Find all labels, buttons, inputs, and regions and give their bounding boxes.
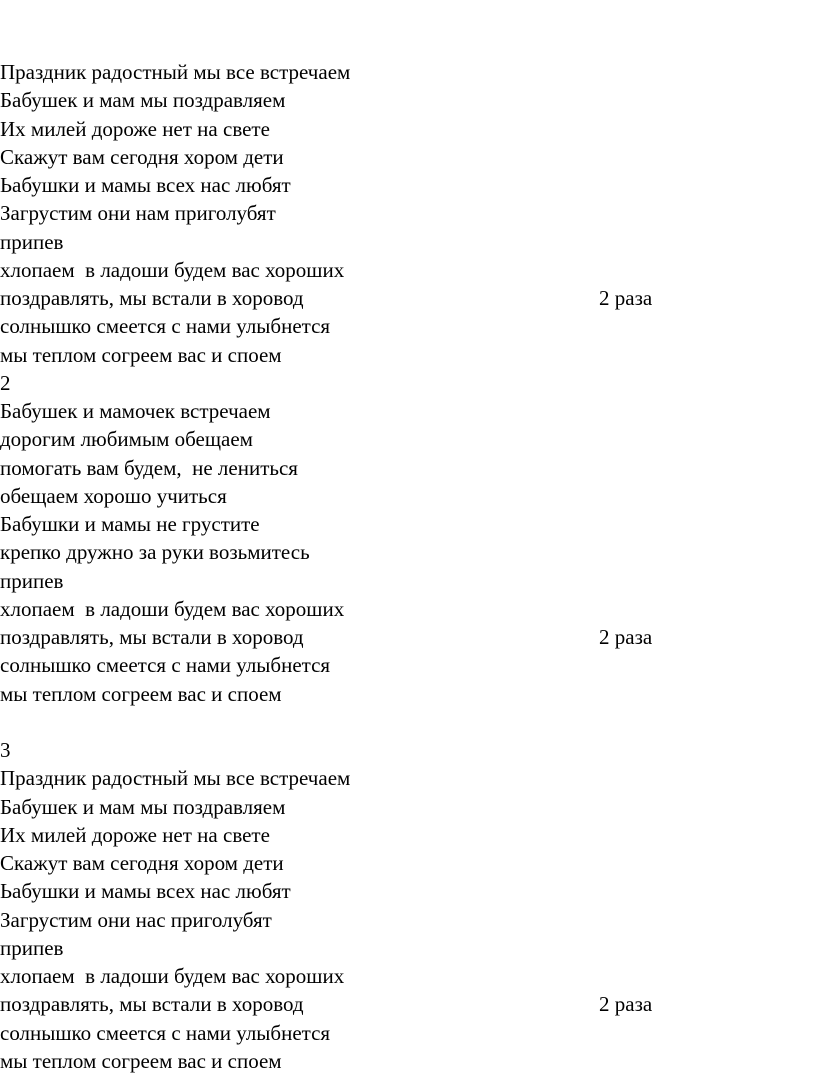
- line-text: Праздник радостный мы все встречаем: [0, 766, 351, 791]
- line-text: солнышко смеется с нами улыбнется: [0, 653, 331, 678]
- text-line: [0, 425, 816, 453]
- line-text: Загрустим они нас приголубят: [0, 907, 272, 932]
- repeat-note: 2 раза: [599, 625, 653, 649]
- text-line: [0, 651, 816, 679]
- line-text: Ьабушки и мамы всех нас любят: [0, 173, 291, 197]
- text-line: [0, 143, 816, 171]
- line-text: хлопаем в ладоши будем вас хороших: [0, 964, 345, 988]
- text-line: [0, 58, 816, 86]
- line-text: 2: [0, 370, 11, 395]
- text-line: [0, 595, 816, 623]
- line-text: мы теплом согреем вас и споем: [0, 1048, 282, 1073]
- line-text: Их милей дороже нет на свете: [0, 822, 270, 847]
- line-text: солнышко смеется с нами улыбнется: [0, 1020, 331, 1045]
- text-line: [0, 708, 816, 736]
- line-text: солнышко смеется с нами улыбнется: [0, 314, 331, 339]
- text-line: [0, 680, 816, 708]
- line-text: Скажут вам сегодня хором дети: [0, 851, 284, 875]
- lyrics-text: [0, 58, 816, 1075]
- text-line: [0, 482, 816, 510]
- line-text: Скажут вам сегодня хором дети: [0, 144, 284, 169]
- line-text: обещаем хорошо учиться: [0, 483, 227, 508]
- text-line: [0, 510, 816, 538]
- text-line: [0, 906, 816, 934]
- text-line: [0, 934, 816, 962]
- text-line: [0, 115, 816, 143]
- text-line: [0, 284, 816, 312]
- text-line: [0, 397, 816, 425]
- text-line: [0, 454, 816, 482]
- text-line: [0, 312, 816, 340]
- text-line: [0, 962, 816, 990]
- line-text: мы теплом согреем вас и споем: [0, 681, 282, 706]
- text-line: [0, 171, 816, 199]
- line-text: хлопаем в ладоши будем вас хороших: [0, 257, 345, 282]
- text-line: [0, 341, 816, 369]
- line-text: припев: [0, 229, 64, 254]
- text-line: [0, 877, 816, 905]
- line-text: Загрустим они нам приголубят: [0, 201, 276, 226]
- line-text: припев: [0, 568, 64, 593]
- line-text: Их милей дороже нет на свете: [0, 116, 270, 141]
- text-line: [0, 1019, 816, 1047]
- text-line: [0, 990, 816, 1018]
- text-line: [0, 623, 816, 651]
- text-line: [0, 369, 816, 397]
- line-text: поздравлять, мы встали в хоровод: [0, 286, 304, 310]
- text-line: [0, 793, 816, 821]
- text-line: [0, 199, 816, 227]
- line-text: мы теплом согреем вас и споем: [0, 342, 282, 367]
- text-line: [0, 86, 816, 114]
- line-text: Бабушки и мамы не грустите: [0, 512, 260, 536]
- text-line: [0, 538, 816, 566]
- line-text: крепко дружно за руки возьмитесь: [0, 540, 310, 565]
- line-text: поздравлять, мы встали в хоровод: [0, 992, 304, 1017]
- line-text: Бабушек и мам мы поздравляем: [0, 88, 286, 113]
- line-text: Праздник радостный мы все встречаем: [0, 60, 351, 84]
- line-text: 3: [0, 738, 11, 762]
- text-line: [0, 1047, 816, 1075]
- repeat-note: 2 раза: [599, 992, 653, 1017]
- text-line: [0, 256, 816, 284]
- line-text: хлопаем в ладоши будем вас хороших: [0, 596, 345, 621]
- line-text: припев: [0, 935, 64, 960]
- line-text: дорогим любимым обещаем: [0, 427, 253, 452]
- line-text: помогать вам будем, не лениться: [0, 455, 298, 480]
- line-text: Бабушек и мам мы поздравляем: [0, 794, 286, 819]
- text-line: [0, 228, 816, 256]
- text-line: [0, 849, 816, 877]
- text-line: [0, 567, 816, 595]
- text-line: [0, 736, 816, 764]
- line-text: поздравлять, мы встали в хоровод: [0, 625, 304, 649]
- line-text: Бабушек и мамочек встречаем: [0, 399, 271, 423]
- repeat-note: 2 раза: [599, 286, 653, 310]
- text-line: [0, 764, 816, 792]
- line-text: Ьабушки и мамы всех нас любят: [0, 879, 291, 904]
- text-line: [0, 821, 816, 849]
